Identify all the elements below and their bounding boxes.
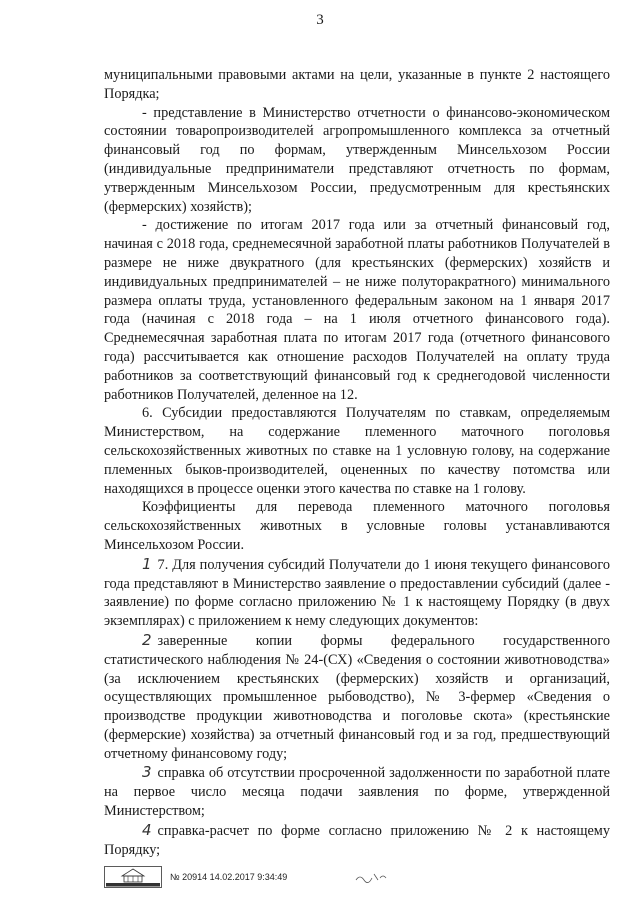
paragraph-text: муниципальными правовыми актами на цели, указанные в пункте 2 настоящего Порядка; — [104, 67, 610, 102]
paragraph-text: заверенные копии формы федерального государственного статистического наблюдения № 24-(СХ) «Сведения о состоянии животноводства» (за исключением крестьянских (фермерских) хозяйств и организаций, осуществляющих промышленное рыбоводство), № 3-фермер «Сведения о производстве продукции животноводства и поголовье скота» (крестьянские (фермерские) хозяйства) за отчетный финансовый год и за год, предшествующий отчетному финансовому году; — [104, 632, 610, 762]
paragraph — [104, 821, 610, 860]
paragraph-text: 7. Для получения субсидий Получатели до 1 июня текущего финансового года представляют в Министерство заявление о предоставлении субсидий (далее - заявление) по форме согласно приложению № 1 к настоящему Порядку (в двух экземплярах) с приложением к нему следующих документов: — [104, 556, 610, 630]
paragraph-text: - представление в Министерство отчетности о финансово-экономическом состоянии товаропроизводителей агропромышленного комплекса за отчетный финансовый год по формам, утвержденным Минсельхозом России (индивидуальные предприниматели представляют отчетность по формам, утвержденным Минсельхозом России, предусмотренным для крестьянских (фермерских) хозяйств); — [104, 104, 610, 215]
paragraph-text: 6. Субсидии предоставляются Получателям по ставкам, определяемым Министерством, на содержание племенного маточного поголовья сельскохозяйственных животных по ставке на 1 условную голову, на содержание племенных быков-производителей, оцененных по качеству потомства или находящихся в процессе оценки этого качества по ставке на 1 голову. — [104, 405, 610, 497]
paragraph — [104, 216, 610, 404]
paragraph — [104, 404, 610, 498]
government-logo-icon — [104, 866, 162, 888]
paragraph-text: справка об отсутствии просроченной задолженности по заработной плате на первое число месяца подачи заявления по форме, утвержденной Министерством; — [104, 765, 610, 820]
paragraph-text: Коэффициенты для перевода племенного маточного поголовья сельскохозяйственных животных в условные головы устанавливаются Минсельхозом России. — [104, 499, 610, 553]
paragraph — [104, 763, 610, 820]
paragraph — [104, 104, 610, 217]
paragraph-text: справка-расчет по форме согласно приложению № 2 к настоящему Порядку; — [104, 822, 610, 858]
handwritten-mark: 4 — [142, 820, 152, 839]
document-footer — [104, 866, 610, 890]
paragraph — [104, 66, 610, 104]
handwritten-mark: 1 — [142, 554, 152, 573]
handwritten-mark: 2 — [142, 630, 152, 649]
paragraph-text: - достижение по итогам 2017 года или за отчетный финансовый год, начиная с 2018 года, среднемесячной заработной платы работников Получателей в размере не ниже двукратного (для крестьянских (фермерских) хозяйств и индивидуальных предпринимателей – не ниже полуторакратного) минимального размера оплаты труда, установленного федеральным законом на 1 января 2017 года (начиная с 2018 года – на 1 июля отчетного финансового года). Среднемесячная заработная плата по итогам 2017 года (отчетного финансового года) рассчитывается как отношение расходов Получателей на оплату труда работников за соответствующий финансовый год к среднегодовой численности работников Получателей, деленное на 12. — [104, 217, 610, 403]
paragraph — [104, 498, 610, 554]
registration-stamp: № 20914 14.02.2017 9:34:49 — [170, 872, 288, 882]
page-number: 3 — [316, 12, 324, 28]
paragraph — [104, 631, 610, 764]
handwritten-mark: 3 — [142, 763, 152, 782]
paragraph — [104, 555, 610, 631]
handwritten-scribble-icon — [354, 866, 394, 886]
document-body — [104, 66, 610, 859]
